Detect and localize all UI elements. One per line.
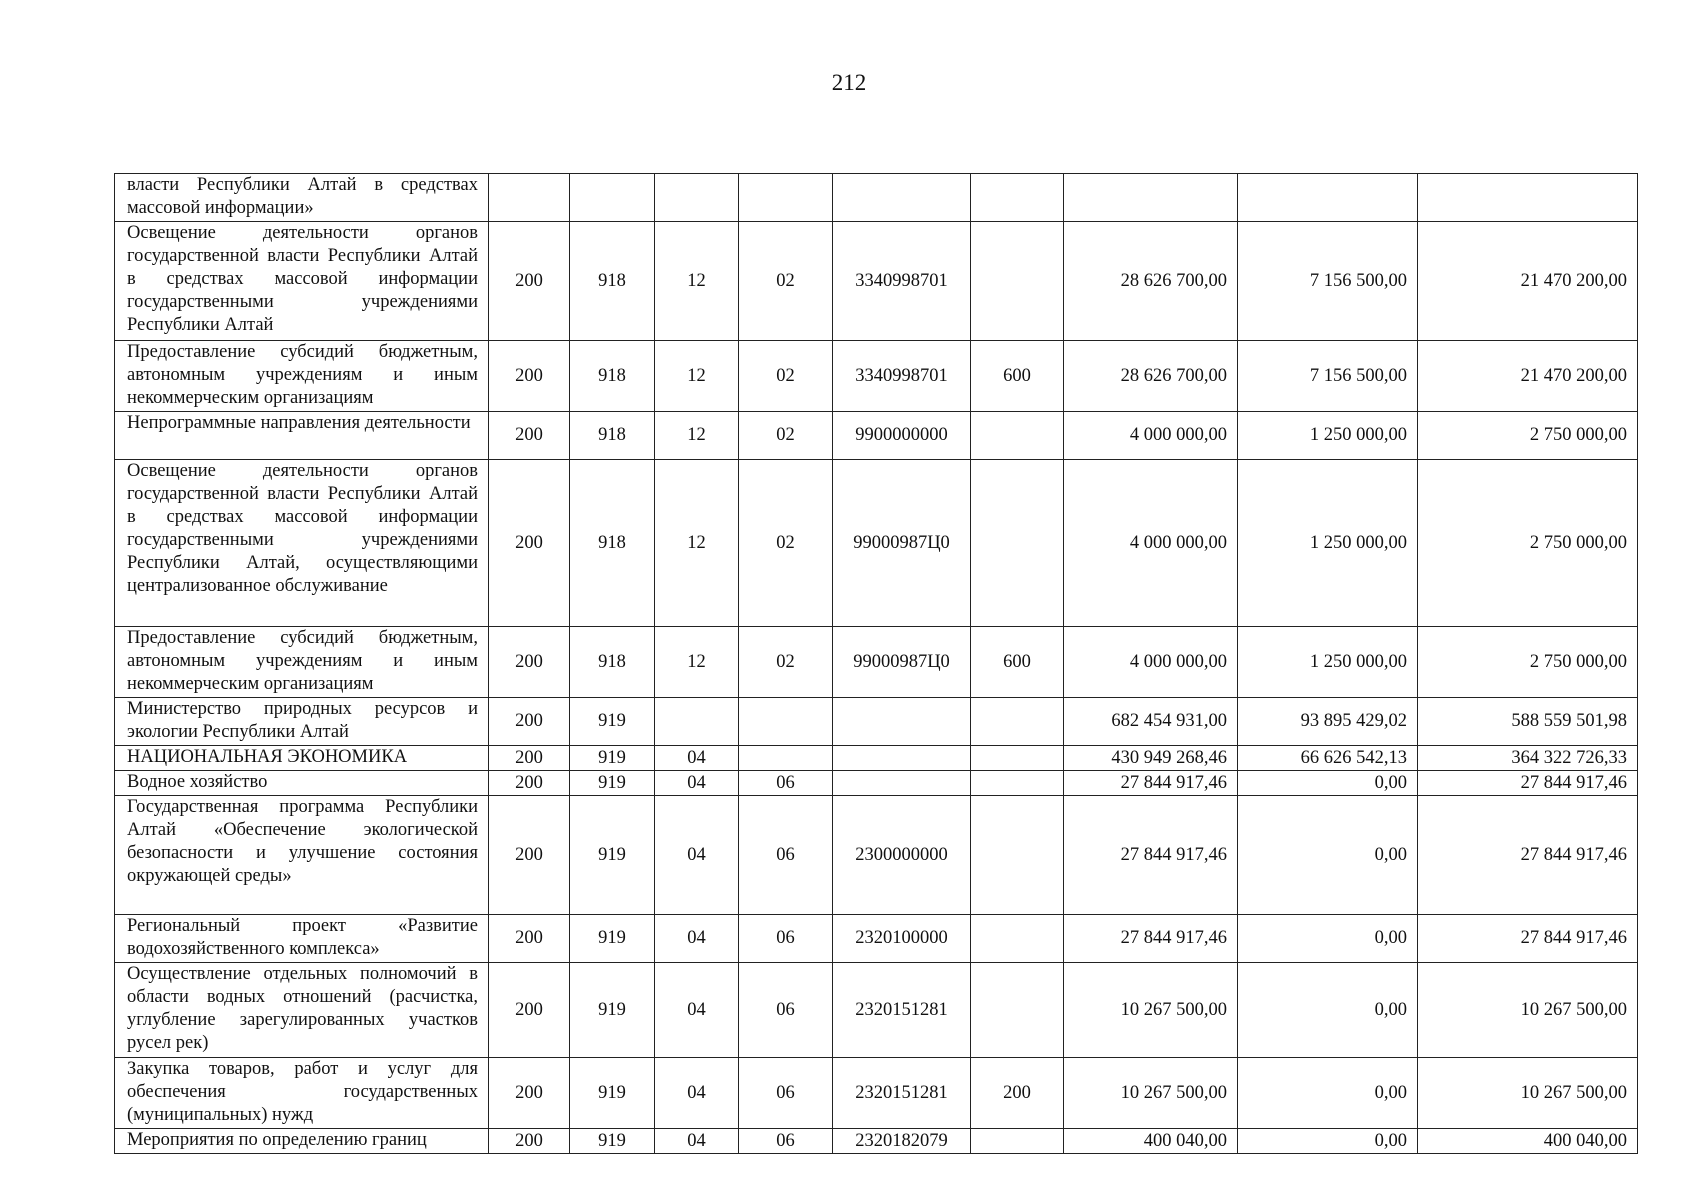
table-cell: 02 xyxy=(739,460,833,627)
table-row xyxy=(115,412,1638,460)
table-cell: 10 267 500,00 xyxy=(1418,1058,1638,1129)
table-cell xyxy=(971,460,1064,627)
table-cell: 2300000000 xyxy=(833,796,971,915)
table-row xyxy=(115,627,1638,698)
table-cell: 1 250 000,00 xyxy=(1238,412,1418,460)
table-cell: 27 844 917,46 xyxy=(1064,796,1238,915)
table-cell: 600 xyxy=(971,341,1064,412)
table-cell xyxy=(971,963,1064,1058)
table-body xyxy=(115,174,1638,1154)
table-cell xyxy=(971,796,1064,915)
table-cell: 21 470 200,00 xyxy=(1418,341,1638,412)
table-cell: 2 750 000,00 xyxy=(1418,460,1638,627)
table-cell: 588 559 501,98 xyxy=(1418,698,1638,746)
table-cell xyxy=(971,174,1064,222)
table-cell: 06 xyxy=(739,915,833,963)
table-cell: 06 xyxy=(739,796,833,915)
table-cell: 364 322 726,33 xyxy=(1418,746,1638,771)
table-cell: 27 844 917,46 xyxy=(1418,796,1638,915)
table-row xyxy=(115,460,1638,627)
table-cell xyxy=(971,771,1064,796)
table-cell: 3340998701 xyxy=(833,341,971,412)
table-cell: 0,00 xyxy=(1238,1058,1418,1129)
table-cell: 200 xyxy=(489,412,570,460)
table-row xyxy=(115,698,1638,746)
table-row xyxy=(115,963,1638,1058)
table-cell xyxy=(1418,174,1638,222)
table-cell: 99000987Ц0 xyxy=(833,460,971,627)
table-cell xyxy=(971,746,1064,771)
table-cell: 2320151281 xyxy=(833,963,971,1058)
table-cell: 0,00 xyxy=(1238,963,1418,1058)
table-cell: 200 xyxy=(489,222,570,341)
table-cell xyxy=(833,746,971,771)
table-cell: 04 xyxy=(655,963,739,1058)
table-cell: 2320100000 xyxy=(833,915,971,963)
table-cell: 99000987Ц0 xyxy=(833,627,971,698)
table-cell: 7 156 500,00 xyxy=(1238,222,1418,341)
row-name-cell: Мероприятия по определению границ xyxy=(115,1129,489,1154)
table-cell: 200 xyxy=(489,771,570,796)
table-cell: 28 626 700,00 xyxy=(1064,341,1238,412)
table-cell: 918 xyxy=(570,412,655,460)
table-cell xyxy=(833,698,971,746)
table-cell: 04 xyxy=(655,915,739,963)
table-cell: 1 250 000,00 xyxy=(1238,627,1418,698)
table-cell: 04 xyxy=(655,746,739,771)
table-cell: 3340998701 xyxy=(833,222,971,341)
table-cell: 7 156 500,00 xyxy=(1238,341,1418,412)
row-name-cell: Предоставление субсидий бюджетным, автономным учреждениям и иным некоммерческим организациям xyxy=(115,341,489,412)
table-cell: 400 040,00 xyxy=(1418,1129,1638,1154)
table-cell xyxy=(971,915,1064,963)
table-cell: 200 xyxy=(489,341,570,412)
table-cell: 200 xyxy=(489,796,570,915)
table-cell: 27 844 917,46 xyxy=(1064,915,1238,963)
row-name-cell: Предоставление субсидий бюджетным, автономным учреждениям и иным некоммерческим организациям xyxy=(115,627,489,698)
table-cell: 4 000 000,00 xyxy=(1064,412,1238,460)
table-row xyxy=(115,174,1638,222)
row-name-cell: Осуществление отдельных полномочий в области водных отношений (расчистка, углубление зарегулированных участков русел рек) xyxy=(115,963,489,1058)
table-cell: 12 xyxy=(655,412,739,460)
table-cell xyxy=(971,1129,1064,1154)
page-number: 212 xyxy=(831,70,867,95)
table-cell: 400 040,00 xyxy=(1064,1129,1238,1154)
table-cell: 10 267 500,00 xyxy=(1064,1058,1238,1129)
table-cell: 04 xyxy=(655,1129,739,1154)
table-cell: 919 xyxy=(570,963,655,1058)
table-row xyxy=(115,746,1638,771)
table-cell: 0,00 xyxy=(1238,1129,1418,1154)
table-cell: 919 xyxy=(570,1058,655,1129)
table-cell: 200 xyxy=(489,1058,570,1129)
table-cell: 06 xyxy=(739,1129,833,1154)
table-cell: 04 xyxy=(655,796,739,915)
table-cell: 4 000 000,00 xyxy=(1064,627,1238,698)
table-cell xyxy=(739,698,833,746)
table-cell: 06 xyxy=(739,963,833,1058)
table-cell xyxy=(833,771,971,796)
row-name-cell: Непрограммные направления деятельности xyxy=(115,412,489,460)
table-cell: 06 xyxy=(739,1058,833,1129)
table-cell: 2320151281 xyxy=(833,1058,971,1129)
table-cell: 919 xyxy=(570,915,655,963)
table-cell xyxy=(570,174,655,222)
table-cell: 12 xyxy=(655,222,739,341)
table-cell: 12 xyxy=(655,460,739,627)
table-cell: 02 xyxy=(739,222,833,341)
table-cell: 0,00 xyxy=(1238,771,1418,796)
row-name-cell: Государственная программа Республики Алтай «Обеспечение экологической безопасности и улучшение состояния окружающей среды» xyxy=(115,796,489,915)
table-cell: 10 267 500,00 xyxy=(1064,963,1238,1058)
table-cell: 918 xyxy=(570,341,655,412)
table-cell: 04 xyxy=(655,1058,739,1129)
table-cell: 10 267 500,00 xyxy=(1418,963,1638,1058)
table-cell xyxy=(971,412,1064,460)
table-row xyxy=(115,1058,1638,1129)
table-cell: 200 xyxy=(489,460,570,627)
table-cell: 200 xyxy=(489,963,570,1058)
table-cell: 02 xyxy=(739,627,833,698)
table-cell: 200 xyxy=(971,1058,1064,1129)
table-cell: 06 xyxy=(739,771,833,796)
table-cell: 200 xyxy=(489,627,570,698)
table-cell: 918 xyxy=(570,460,655,627)
table-cell: 02 xyxy=(739,412,833,460)
table-cell: 28 626 700,00 xyxy=(1064,222,1238,341)
table-cell: 200 xyxy=(489,746,570,771)
table-row xyxy=(115,222,1638,341)
table-cell: 2320182079 xyxy=(833,1129,971,1154)
table-cell: 918 xyxy=(570,627,655,698)
table-cell xyxy=(739,174,833,222)
table-cell xyxy=(971,698,1064,746)
table-cell: 919 xyxy=(570,1129,655,1154)
table-cell: 919 xyxy=(570,746,655,771)
table-cell xyxy=(833,174,971,222)
table-cell: 0,00 xyxy=(1238,796,1418,915)
row-name-cell: Водное хозяйство xyxy=(115,771,489,796)
budget-table xyxy=(114,173,1638,1154)
table-cell: 27 844 917,46 xyxy=(1418,771,1638,796)
table-cell: 66 626 542,13 xyxy=(1238,746,1418,771)
table-cell xyxy=(655,698,739,746)
table-cell: 682 454 931,00 xyxy=(1064,698,1238,746)
table-cell: 2 750 000,00 xyxy=(1418,627,1638,698)
table-cell xyxy=(739,746,833,771)
table-cell: 93 895 429,02 xyxy=(1238,698,1418,746)
table-cell: 919 xyxy=(570,796,655,915)
table-cell xyxy=(489,174,570,222)
table-cell: 0,00 xyxy=(1238,915,1418,963)
table-cell: 27 844 917,46 xyxy=(1064,771,1238,796)
table-cell: 04 xyxy=(655,771,739,796)
table-row xyxy=(115,341,1638,412)
row-name-cell: власти Республики Алтай в средствах массовой информации» xyxy=(115,174,489,222)
table-row xyxy=(115,796,1638,915)
table-cell: 430 949 268,46 xyxy=(1064,746,1238,771)
table-cell: 27 844 917,46 xyxy=(1418,915,1638,963)
row-name-cell: Министерство природных ресурсов и экологии Республики Алтай xyxy=(115,698,489,746)
table-cell xyxy=(1238,174,1418,222)
table-cell: 200 xyxy=(489,698,570,746)
table-cell: 919 xyxy=(570,698,655,746)
row-name-cell: Региональный проект «Развитие водохозяйственного комплекса» xyxy=(115,915,489,963)
table-cell: 1 250 000,00 xyxy=(1238,460,1418,627)
table-cell: 9900000000 xyxy=(833,412,971,460)
table-cell: 918 xyxy=(570,222,655,341)
table-cell xyxy=(655,174,739,222)
table-cell: 4 000 000,00 xyxy=(1064,460,1238,627)
table-cell: 919 xyxy=(570,771,655,796)
table-cell: 600 xyxy=(971,627,1064,698)
row-name-cell: Освещение деятельности органов государственной власти Республики Алтай в средствах массовой информации государственными учреждениями Республики Алтай, осуществляющими централизованное обслуживание xyxy=(115,460,489,627)
table-row xyxy=(115,915,1638,963)
table-cell: 12 xyxy=(655,627,739,698)
table-cell xyxy=(1064,174,1238,222)
table-cell: 21 470 200,00 xyxy=(1418,222,1638,341)
table-row xyxy=(115,771,1638,796)
table-cell: 2 750 000,00 xyxy=(1418,412,1638,460)
table-cell: 200 xyxy=(489,1129,570,1154)
row-name-cell: Закупка товаров, работ и услуг для обеспечения государственных (муниципальных) нужд xyxy=(115,1058,489,1129)
row-name-cell: НАЦИОНАЛЬНАЯ ЭКОНОМИКА xyxy=(115,746,489,771)
table-row xyxy=(115,1129,1638,1154)
table-cell: 02 xyxy=(739,341,833,412)
row-name-cell: Освещение деятельности органов государственной власти Республики Алтай в средствах массовой информации государственными учреждениями Республики Алтай xyxy=(115,222,489,341)
table-cell: 12 xyxy=(655,341,739,412)
table-cell: 200 xyxy=(489,915,570,963)
table-cell xyxy=(971,222,1064,341)
